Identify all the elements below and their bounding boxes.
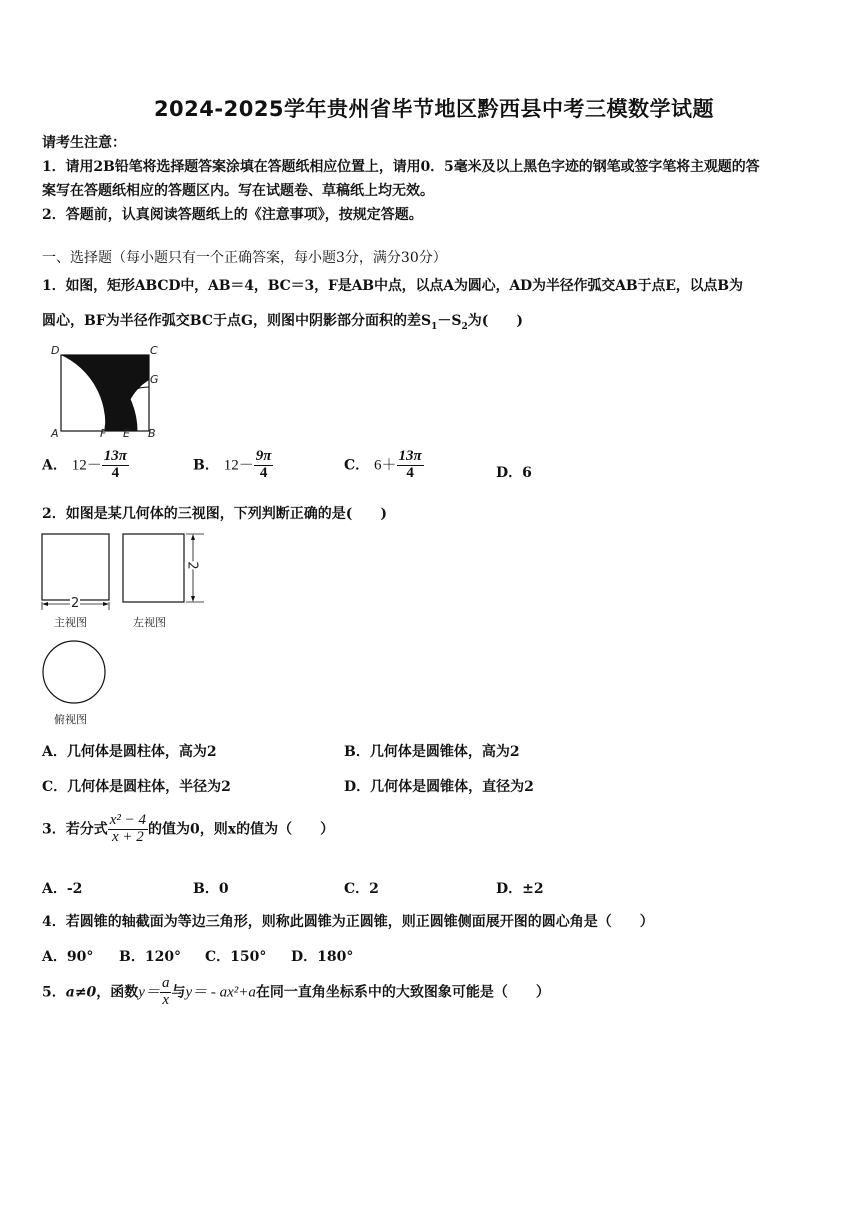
q2-stem: 2．如图是某几何体的三视图，下列判断正确的是( )	[42, 506, 387, 522]
q4-option-d[interactable]: D．180°	[291, 949, 354, 965]
q3-option-c[interactable]: C．2	[344, 881, 379, 897]
q4-option-a[interactable]: A．90°	[42, 949, 94, 965]
q1-label-C: C	[150, 344, 158, 357]
q1-label-F: F	[100, 427, 107, 440]
q2-top-view-label: 俯视图	[54, 713, 87, 726]
q1-option-d[interactable]: D．6	[496, 465, 532, 481]
q2-dim-height: 2	[184, 561, 200, 570]
q3-option-b[interactable]: B．0	[193, 881, 229, 897]
q4-option-b[interactable]: B．120°	[119, 949, 182, 965]
q1-option-a[interactable]: A． 12－ $\frac{13\pi}{4}$	[42, 448, 127, 481]
notice-line-3: 2．答题前，认真阅读答题纸上的《注意事项》，按规定答题。	[42, 207, 423, 223]
q4-option-c[interactable]: C．150°	[205, 949, 267, 965]
q1-label-B: B	[148, 427, 156, 440]
q3-stem: 3．若分式 $\frac{\text{x² − 4}}{x + 2}$ 的值为0，则x的值为（ ）	[42, 812, 335, 845]
q2-option-d[interactable]: D．几何体是圆锥体，直径为2	[344, 779, 534, 795]
q3-option-a[interactable]: A．-2	[42, 881, 83, 897]
q1-label-D: D	[51, 344, 60, 357]
notice-line-1: 1．请用2B铅笔将选择题答案涂填在答题纸相应位置上，请用0．5毫米及以上黑色字迹的钢笔或签字笔将主观题的答	[42, 159, 760, 175]
q1-option-b[interactable]: B． 12－ $\frac{9\pi}{4}$	[193, 448, 272, 481]
notice-line-2: 案写在答题纸相应的答题区内。写在试题卷、草稿纸上均无效。	[42, 183, 434, 199]
q1-label-E: E	[123, 427, 130, 440]
q2-three-views-figure	[38, 530, 208, 730]
q2-side-view-label: 左视图	[133, 616, 166, 629]
q2-option-c[interactable]: C．几何体是圆柱体，半径为2	[42, 779, 231, 795]
q4-stem: 4．若圆锥的轴截面为等边三角形，则称此圆锥为正圆锥，则正圆锥侧面展开图的圆心角是（ ）	[42, 914, 654, 930]
q2-option-a[interactable]: A．几何体是圆柱体，高为2	[42, 744, 217, 760]
q1-rectangle-figure	[48, 344, 168, 440]
q1-label-A: A	[51, 427, 59, 440]
section-heading: 一、选择题（每小题只有一个正确答案，每小题3分，满分30分）	[42, 250, 447, 266]
q5-stem: 5．a≠0，函数y＝ $\frac{a}{x}$ 与y＝ - ax²+a在同一直角坐标系中的大致图象可能是（ ）	[42, 975, 550, 1008]
q3-option-d[interactable]: D．±2	[496, 881, 544, 897]
q1-stem-line-1: 1．如图，矩形ABCD中，AB＝4，BC＝3，F是AB中点，以点A为圆心，AD为半径作弧交AB于点E，以点B为	[42, 278, 743, 294]
notice-heading: 请考生注意：	[42, 135, 126, 151]
q2-dim-width: 2	[71, 596, 80, 611]
q2-front-view-label: 主视图	[54, 616, 87, 629]
q1-option-c[interactable]: C． 6＋ $\frac{13\pi}{4}$	[344, 448, 422, 481]
q1-stem-line-2: 圆心，BF为半径作弧交BC于点G，则图中阴影部分面积的差$S_1-S_2$为( )	[42, 313, 523, 332]
q2-option-b[interactable]: B．几何体是圆锥体，高为2	[344, 744, 520, 760]
page-title: 2024-2025学年贵州省毕节地区黔西县中考三模数学试题	[153, 97, 715, 121]
q1-label-G: G	[150, 373, 159, 386]
